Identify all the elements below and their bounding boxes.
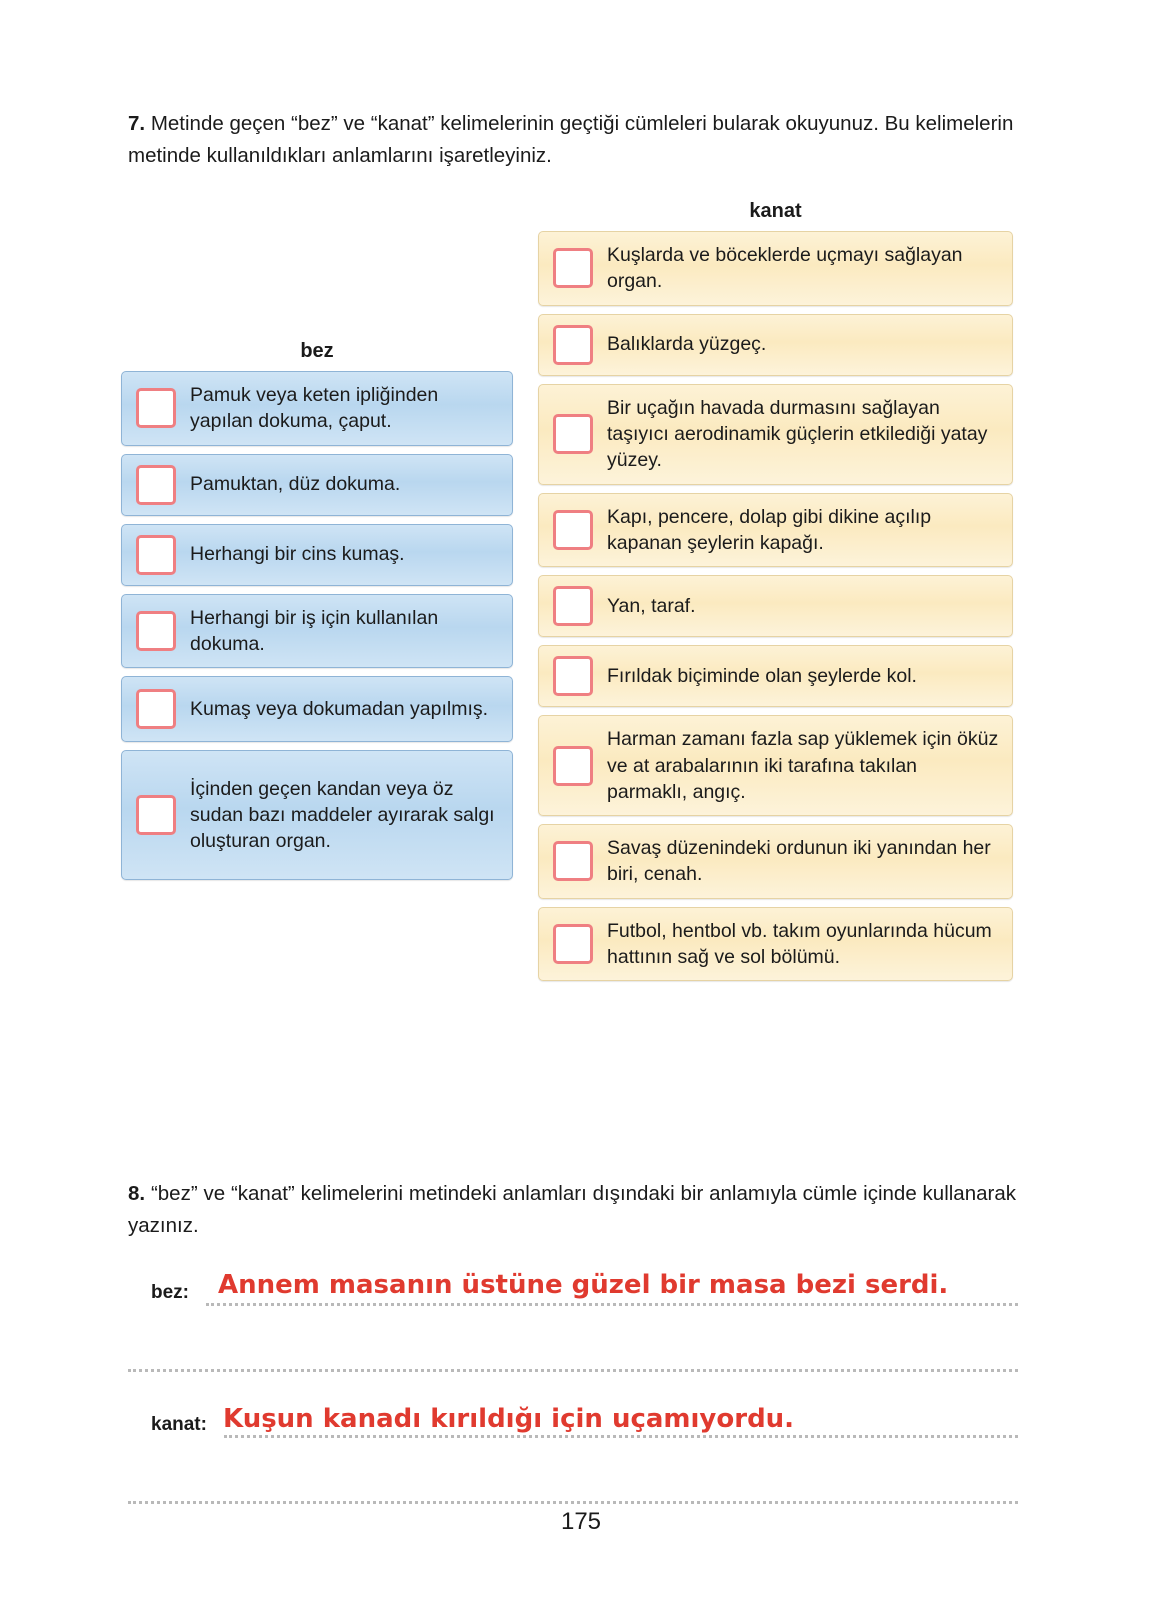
- answer-row-bez-cont: [128, 1314, 1018, 1380]
- kanat-option-3[interactable]: [538, 384, 1013, 485]
- kanat-option-label: Kuşlarda ve böceklerde uçmayı sağlayan organ.: [607, 244, 963, 293]
- checkbox-icon[interactable]: [553, 586, 593, 626]
- bez-column: [121, 340, 513, 888]
- question-8-number: 8.: [128, 1182, 146, 1205]
- answer-bez-handwriting: Annem masanın üstüne güzel bir masa bezi serdi.: [218, 1270, 949, 1300]
- checkbox-icon[interactable]: [553, 414, 593, 454]
- kanat-option-5[interactable]: [538, 575, 1013, 637]
- bez-option-1[interactable]: [121, 371, 513, 446]
- bez-option-3[interactable]: [121, 524, 513, 586]
- answer-bez-label: bez:: [151, 1282, 189, 1303]
- checkbox-icon[interactable]: [136, 611, 176, 651]
- kanat-option-label: Bir uçağın havada durmasını sağlayan taşıyıcı aerodinamik güçlerin etkilediği yatay yüzey.: [607, 396, 988, 472]
- answer-line-bez-2[interactable]: [128, 1369, 1018, 1372]
- page-number: 175: [560, 1508, 602, 1535]
- bez-option-label: İçinden geçen kandan veya öz sudan bazı maddeler ayırarak salgı oluşturan organ.: [190, 777, 495, 853]
- kanat-option-6[interactable]: [538, 645, 1013, 707]
- checkbox-icon[interactable]: [553, 746, 593, 786]
- checkbox-icon[interactable]: [136, 465, 176, 505]
- kanat-option-7[interactable]: [538, 715, 1013, 816]
- kanat-option-label: Futbol, hentbol vb. takım oyunlarında hücum hattının sağ ve sol bölümü.: [607, 919, 992, 969]
- kanat-column: [538, 200, 1013, 989]
- bez-option-5[interactable]: [121, 676, 513, 742]
- bez-option-label: Herhangi bir cins kumaş.: [190, 543, 405, 566]
- bez-option-4[interactable]: [121, 594, 513, 669]
- checkbox-icon[interactable]: [553, 841, 593, 881]
- kanat-option-8[interactable]: [538, 824, 1013, 899]
- bez-option-label: Pamuktan, düz dokuma.: [190, 473, 401, 496]
- checkbox-icon[interactable]: [136, 535, 176, 575]
- answer-line-kanat-2[interactable]: [128, 1501, 1018, 1504]
- kanat-option-1[interactable]: [538, 231, 1013, 306]
- bez-option-label: Herhangi bir iş için kullanılan dokuma.: [190, 606, 439, 655]
- question-7: [128, 108, 1018, 172]
- bez-option-label: Pamuk veya keten ipliğinden yapılan dokuma, çaput.: [190, 384, 439, 433]
- checkbox-icon[interactable]: [553, 656, 593, 696]
- kanat-option-2[interactable]: [538, 314, 1013, 376]
- checkbox-icon[interactable]: [136, 689, 176, 729]
- answer-row-kanat: [128, 1380, 1018, 1446]
- bez-option-2[interactable]: [121, 454, 513, 516]
- checkbox-icon[interactable]: [136, 795, 176, 835]
- checkbox-icon[interactable]: [553, 924, 593, 964]
- kanat-option-label: Savaş düzenindeki ordunun iki yanından her biri, cenah.: [607, 837, 991, 886]
- bez-option-label: Kumaş veya dokumadan yapılmış.: [190, 698, 489, 721]
- checkbox-icon[interactable]: [553, 325, 593, 365]
- answer-line-kanat-1[interactable]: [224, 1435, 1018, 1438]
- bez-column-title: bez: [300, 340, 334, 362]
- kanat-option-9[interactable]: [538, 907, 1013, 982]
- kanat-option-label: Balıklarda yüzgeç.: [607, 333, 767, 356]
- kanat-option-label: Kapı, pencere, dolap gibi dikine açılıp kapanan şeylerin kapağı.: [607, 505, 932, 554]
- question-8-text: “bez” ve “kanat” kelimelerini metindeki anlamları dışındaki bir anlamıyla cümle içinde kullanarak yazınız.: [128, 1182, 1016, 1237]
- kanat-column-title: kanat: [749, 200, 802, 222]
- checkbox-icon[interactable]: [553, 248, 593, 288]
- kanat-option-label: Harman zamanı fazla sap yüklemek için öküz ve at arabalarının iki tarafına takılan parmaklı, angıç.: [607, 728, 999, 803]
- answer-row-kanat-cont: [128, 1446, 1018, 1512]
- kanat-option-label: Yan, taraf.: [607, 595, 696, 618]
- kanat-option-label: Fırıldak biçiminde olan şeylerde kol.: [607, 665, 917, 688]
- answer-area: [128, 1248, 1018, 1512]
- checkbox-icon[interactable]: [136, 388, 176, 428]
- bez-option-6[interactable]: [121, 750, 513, 880]
- checkbox-icon[interactable]: [553, 510, 593, 550]
- answer-kanat-handwriting: Kuşun kanadı kırıldığı için uçamıyordu.: [223, 1404, 795, 1434]
- kanat-option-4[interactable]: [538, 493, 1013, 568]
- answer-row-bez: [128, 1248, 1018, 1314]
- question-7-number: 7.: [128, 112, 146, 135]
- question-8: [128, 1178, 1016, 1242]
- question-7-text: Metinde geçen “bez” ve “kanat” kelimelerinin geçtiği cümleleri bularak okuyunuz. Bu kelimelerin metinde kullanıldıkları anlamlarını işaretleyiniz.: [128, 112, 1014, 167]
- answer-line-bez-1[interactable]: [206, 1303, 1018, 1306]
- answer-kanat-label: kanat:: [151, 1414, 207, 1435]
